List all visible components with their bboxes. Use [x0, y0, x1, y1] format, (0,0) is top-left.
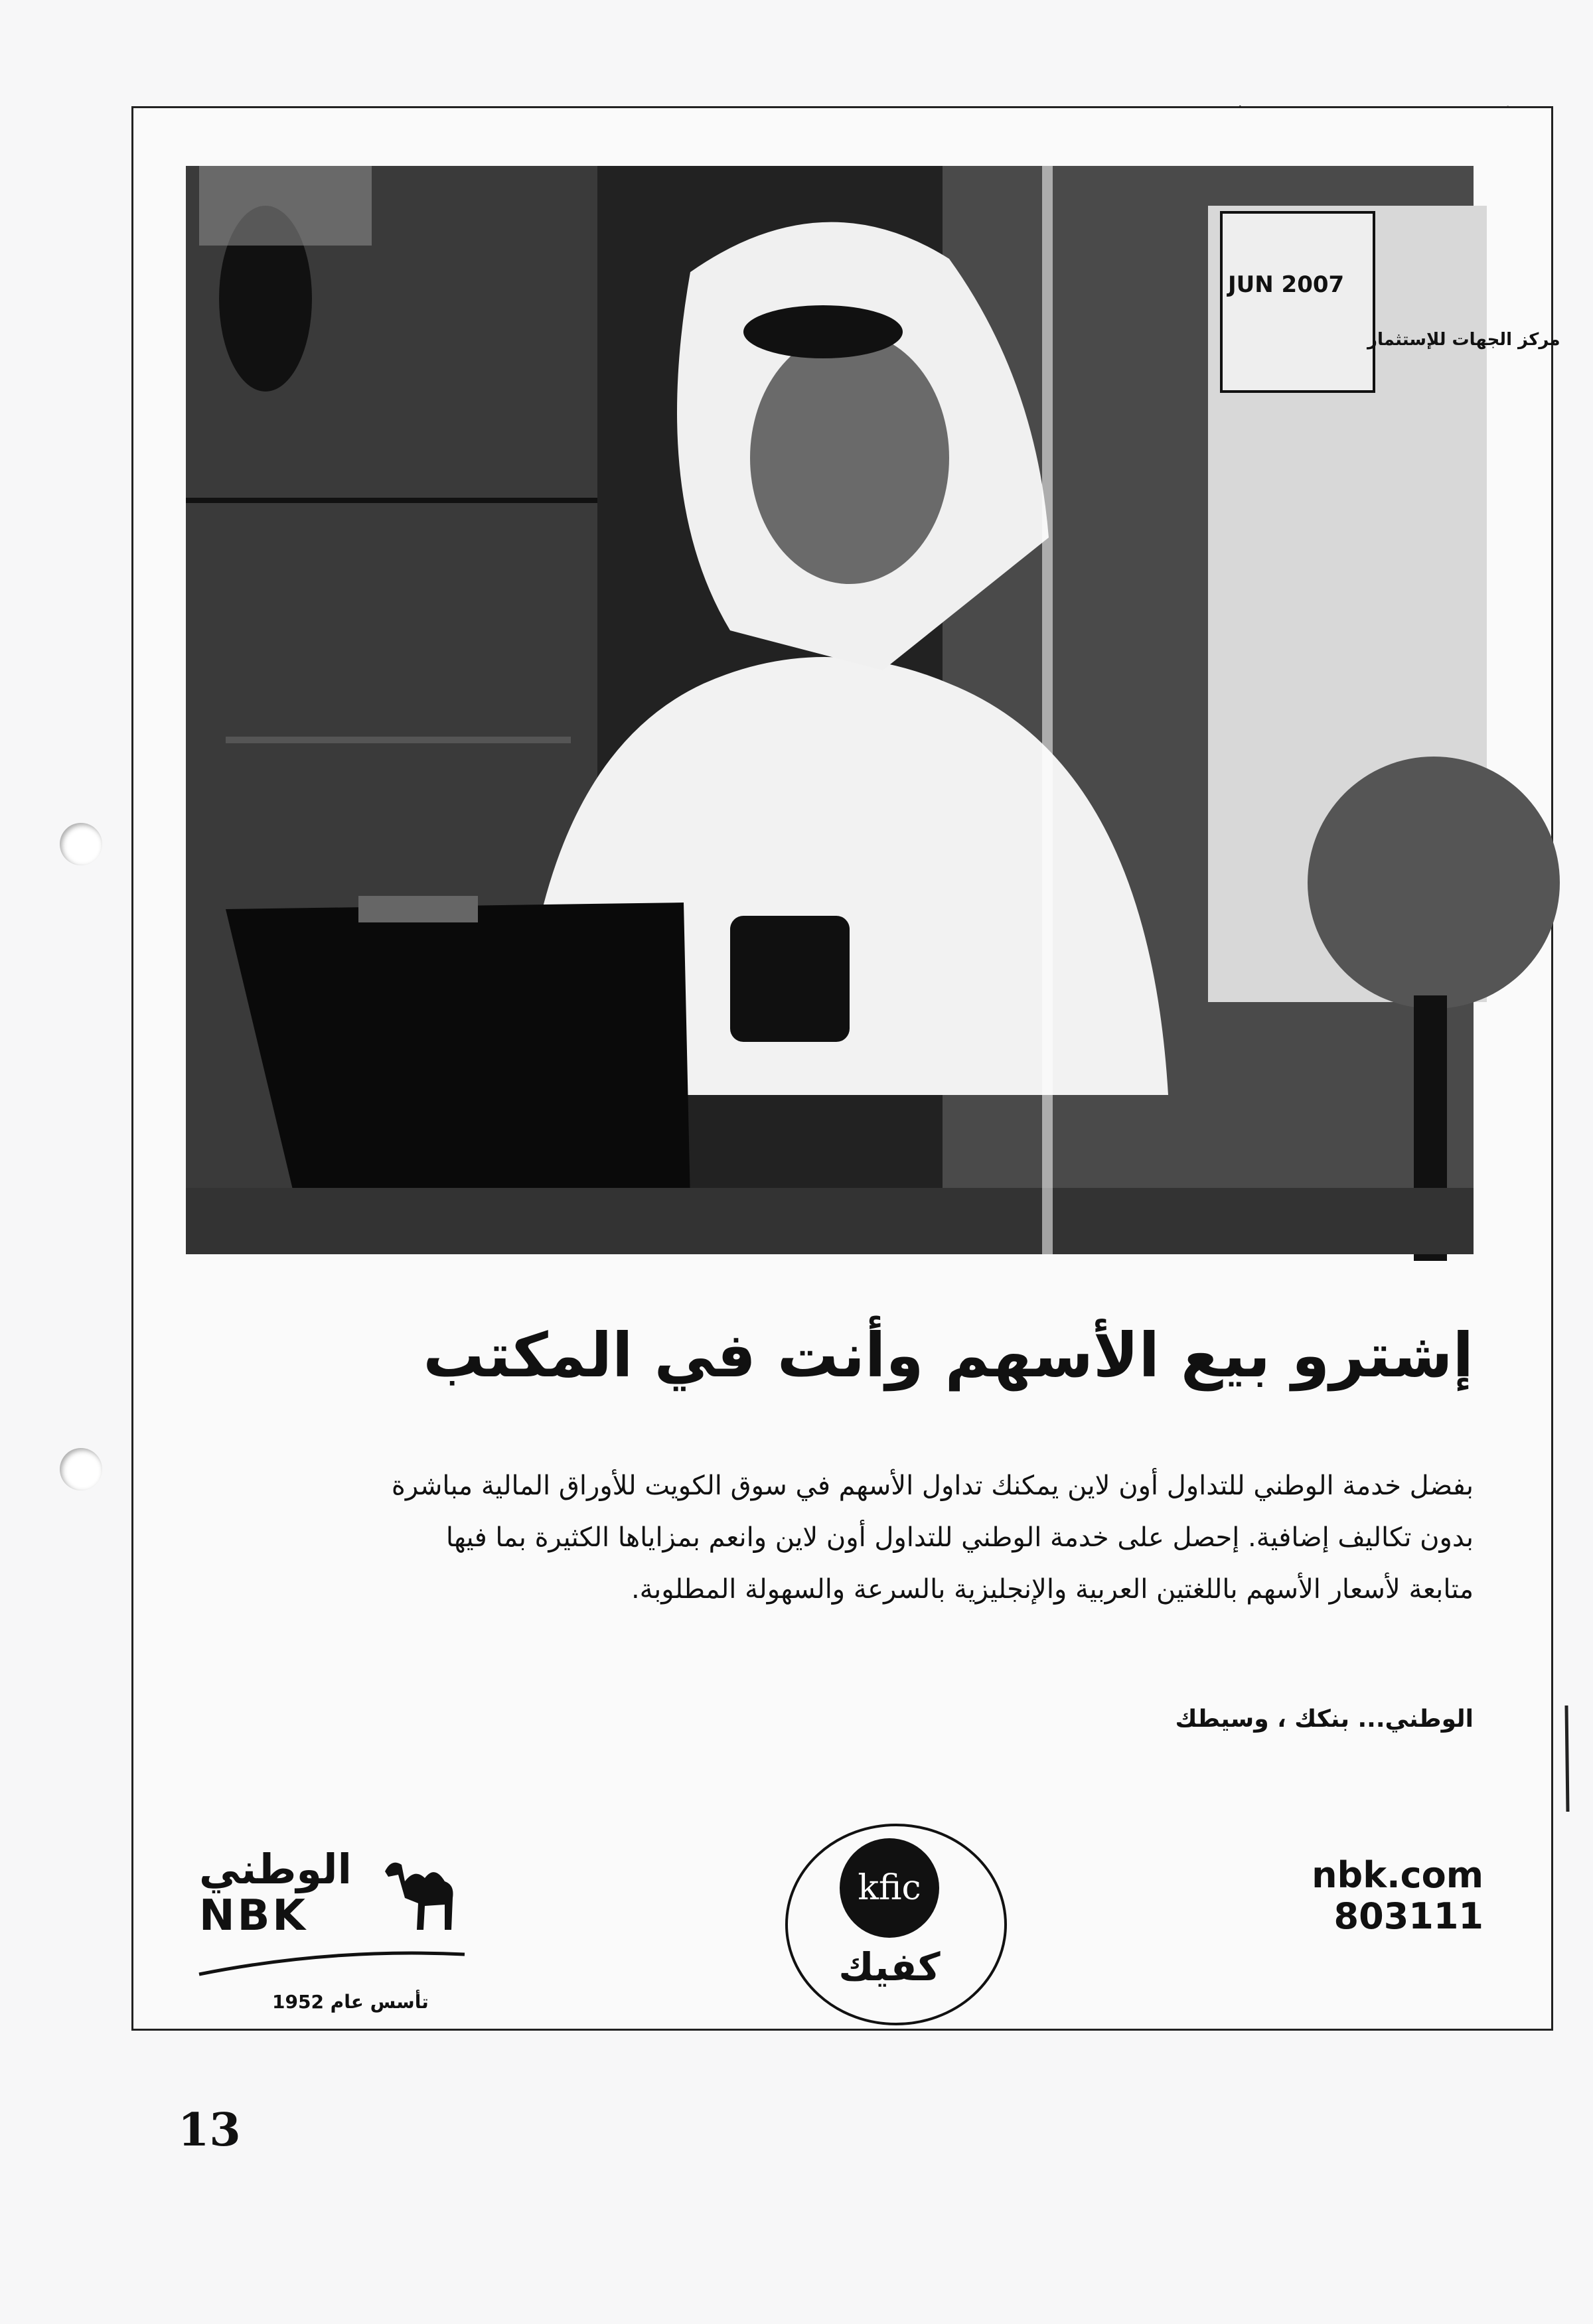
kfic-arabic: كفيك: [838, 1944, 941, 1990]
nbk-arabic: الوطني: [199, 1845, 352, 1893]
sign-date: JUN 2007: [1228, 271, 1345, 298]
tagline: الوطني... بنكك ، وسيطك: [1175, 1706, 1474, 1733]
punch-hole-bottom: [60, 1448, 102, 1490]
body-text: [212, 1460, 1474, 1615]
body-line-1: بفضل خدمة الوطني للتداول أون لاين يمكنك تداول الأسهم في سوق الكويت للأوراق المالية مباشرة: [391, 1471, 1474, 1501]
page-number: 13: [178, 2104, 241, 2157]
nbk-logo: [199, 1845, 465, 2013]
handwritten-mark-side: [1553, 1699, 1580, 1818]
contact-block: [1312, 1855, 1483, 1937]
body-line-2: بدون تكاليف إضافية. إحصل على خدمة الوطني للتداول أون لاين وانعم بمزاياها الكثيرة بما فيها: [445, 1522, 1474, 1553]
phone-number: 803111: [1333, 1895, 1483, 1937]
nbk-established: تأسس عام 1952: [272, 1991, 429, 2013]
kfic-logo: [777, 1818, 1016, 2031]
website-text: nbk.com: [1312, 1854, 1483, 1896]
sign-label: مركز الجهات للإستثمار: [1367, 330, 1560, 350]
nbk-swoosh: [199, 1951, 465, 1978]
body-line-3: متابعة لأسعار الأسهم باللغتين العربية والإنجليزية بالسرعة والسهولة المطلوبة.: [631, 1574, 1474, 1605]
advertisement-photo: [186, 166, 1560, 1254]
nbk-english: NBK: [199, 1891, 308, 1940]
camel-icon: [378, 1845, 465, 1931]
headline: إشترو بيع الأسهم وأنت في المكتب: [423, 1320, 1474, 1391]
punch-hole-top: [60, 823, 102, 865]
kfic-badge: kfic: [840, 1838, 939, 1938]
